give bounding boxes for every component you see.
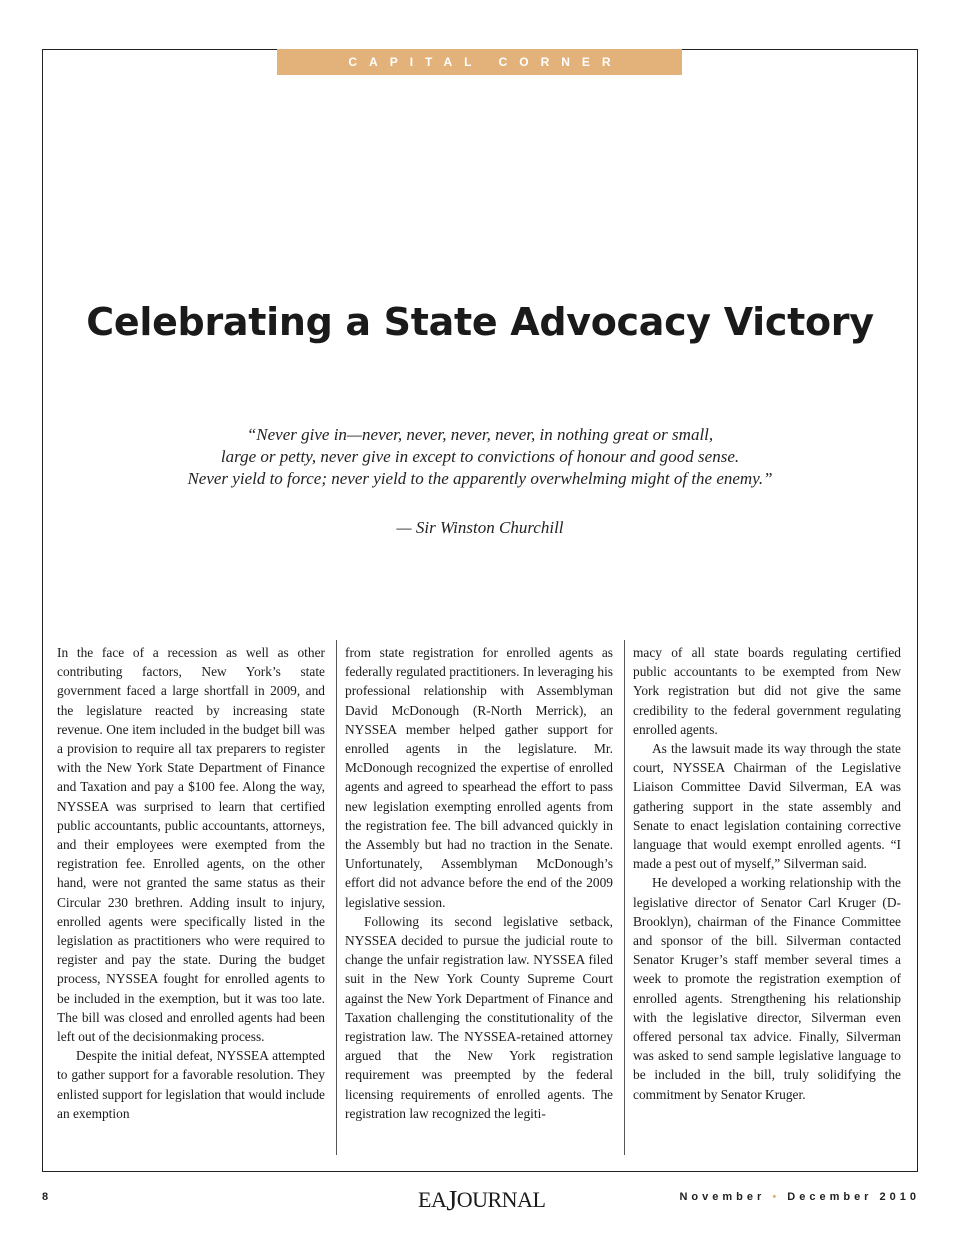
quote-line: Never yield to force; never yield to the apparently overwhelming might of the enemy.” bbox=[187, 469, 773, 488]
article-column-1 bbox=[57, 643, 325, 1123]
bullet-separator: • bbox=[772, 1191, 781, 1203]
column-divider bbox=[624, 640, 625, 1155]
quote-line: “Never give in—never, never, never, never, in nothing great or small, bbox=[246, 425, 714, 444]
logo-suffix: OURNAL bbox=[456, 1187, 546, 1212]
section-tab: CAPITAL CORNER bbox=[277, 49, 682, 75]
issue-month: November bbox=[679, 1191, 766, 1203]
logo-prefix: EA bbox=[418, 1187, 447, 1212]
issue-month-year: December 2010 bbox=[787, 1191, 920, 1203]
body-paragraph: In the face of a recession as well as other contributing factors, New York’s state government faced a large shortfall in 2009, and the legislature reacted by increasing state revenue. One item included in the budget bill was a provision to require all tax preparers to register with the New York State Department of Finance and Taxation and pay a $100 fee. Along the way, NYSSEA was surprised to learn that certified public accountants, public accountants, attorneys, and their employees were exempted from the registration fee. Enrolled agents, on the other hand, were not granted the same status as their Circular 230 brethren. Adding insult to injury, enrolled agents were specifically listed in the legislation as practitioners who were required to register and pay the state. During the budget process, NYSSEA fought for enrolled agents to be included in the exemption, but it was too late. The bill was closed and enrolled agents had been left out of the decisionmaking process. bbox=[57, 645, 325, 1045]
issue-date bbox=[679, 1191, 920, 1203]
logo-j: J bbox=[446, 1186, 457, 1217]
quote-line: large or petty, never give in except to convictions of honour and good sense. bbox=[220, 447, 740, 466]
publication-logo bbox=[418, 1183, 545, 1215]
column-divider bbox=[336, 640, 337, 1155]
body-paragraph: As the lawsuit made its way through the state court, NYSSEA Chairman of the Legislative Liaison Committee David Silverman, EA was gathering support in the state assembly and Senate to enact legislation containing corrective language that would exempt enrolled agents. “I made a pest out of myself,” Silverman said. bbox=[633, 741, 901, 872]
body-paragraph: Following its second legislative setback, NYSSEA decided to pursue the judicial route to change the unfair registration law. NYSSEA filed suit in the New York County Supreme Court against the New York Department of Finance and Taxation challenging the constitutionality of the registration law. The NYSSEA-retained attorney argued that the New York registration requirement was preempted by the federal licensing requirements of enrolled agents. The registration law recognized the legiti- bbox=[345, 913, 613, 1121]
body-paragraph: from state registration for enrolled agents as federally regulated practitioners. In leveraging his professional relationship with Assemblyman David McDonough (R-North Merrick), an NYSSEA member helped gather support for enrolled agents in the legislature. Mr. McDonough recognized the expertise of enrolled agents and agreed to spearhead the effort to pass new legislation exempting enrolled agents from the registration fee. The bill advanced quickly in the Assembly but had no traction in the Senate. Unfortunately, Assemblyman McDonough’s effort did not advance before the end of the 2009 legislative session. bbox=[345, 645, 613, 910]
page-number: 8 bbox=[42, 1191, 49, 1203]
body-paragraph: Despite the initial defeat, NYSSEA attempted to gather support for a favorable resolution. They enlisted support for legislation that would include an exemption bbox=[57, 1048, 325, 1121]
article-column-2 bbox=[345, 643, 613, 1123]
body-paragraph: macy of all state boards regulating certified public accountants to be exempted from New York registration but did not give the same credibility to the federal government regulating enrolled agents. bbox=[633, 645, 901, 737]
quote-attribution: — Sir Winston Churchill bbox=[396, 518, 564, 537]
body-paragraph: He developed a working relationship with the legislative director of Senator Carl Kruger (D-Brooklyn), chairman of the Finance Committee and sponsor of the bill. Silverman contacted Senator Kruger’s staff member several times a week to promote the registration exemption of enrolled agents. Strengthening his relationship with the legislative director, Silverman even offered personal tax advice. Finally, Silverman was asked to send sample legislative language to be included in the bill, truly solidifying the commitment by Senator Kruger. bbox=[633, 875, 901, 1102]
article-title: Celebrating a State Advocacy Victory bbox=[86, 300, 874, 344]
article-column-3 bbox=[633, 643, 901, 1104]
epigraph-quote bbox=[0, 424, 960, 490]
